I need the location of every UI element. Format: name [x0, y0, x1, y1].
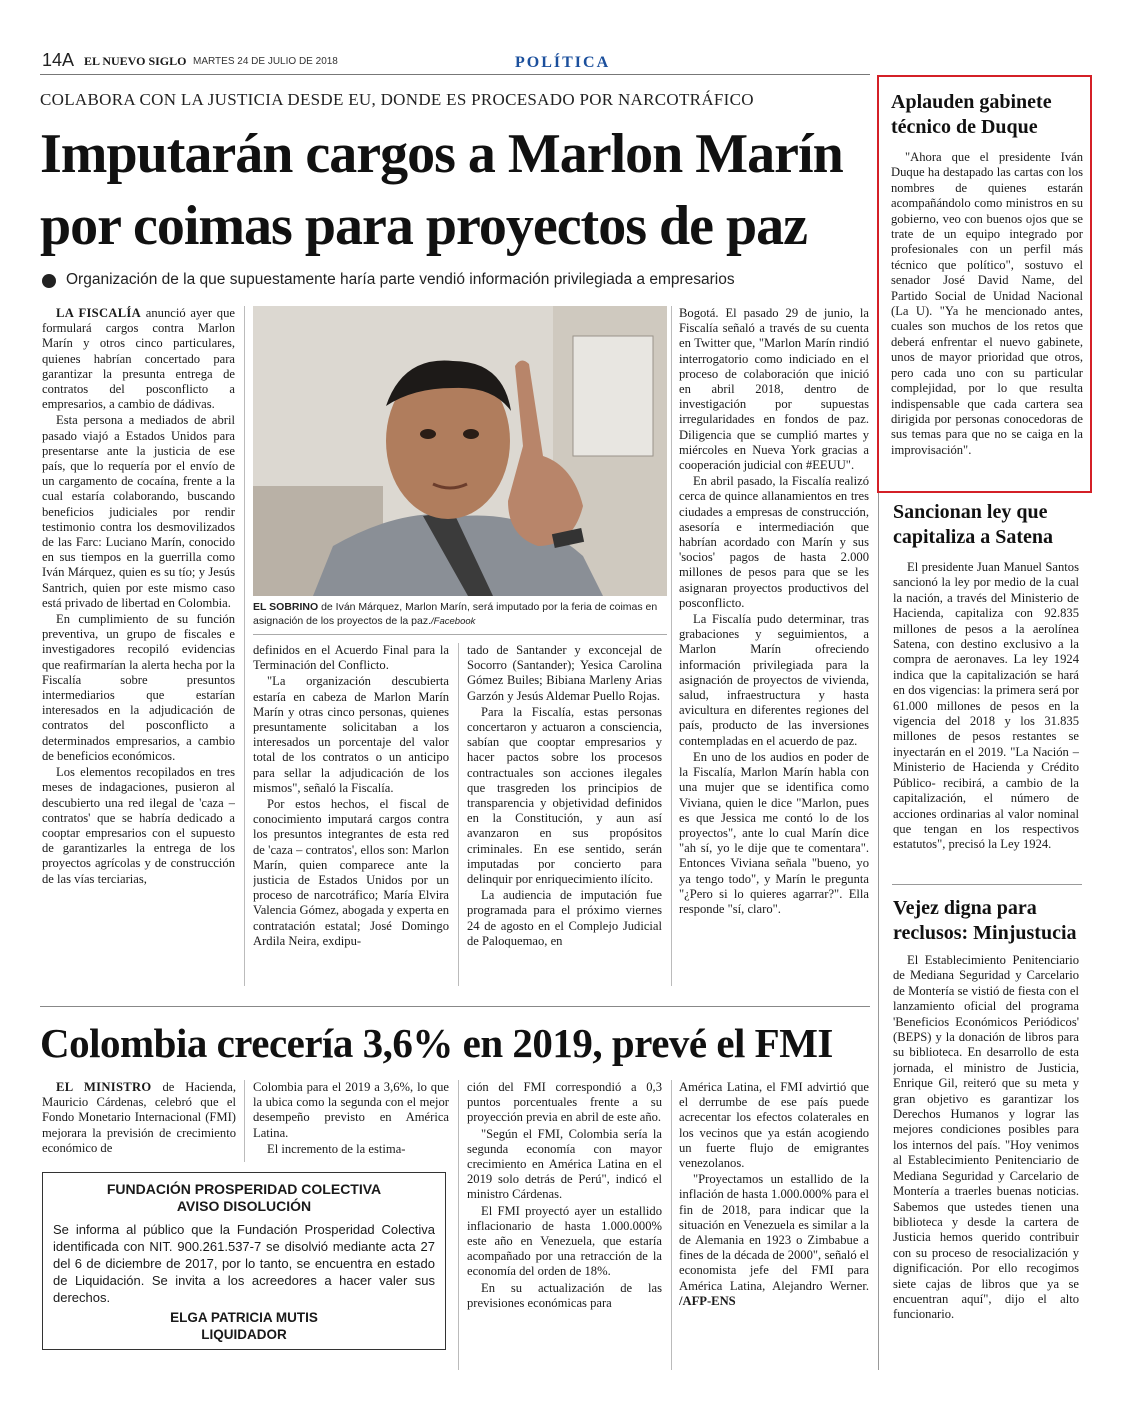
paragraph: Para la Fiscalía, estas personas concertaron y actuaron a consciencia, sabían que cooptar empresarios y hacer pactos sobre los procesos contractuales son acciones ilegales que trasgreden los principios de transparencia y objetividad definidos en la Constitución, y aun así avanzaron en sus propósitos criminales. En ese sentido, serán imputadas por concierto para delinquir por enriquecimiento ilícito. [467, 704, 662, 887]
main-col-4 [679, 306, 869, 986]
column-rule [458, 1080, 459, 1370]
paragraph: Esta persona a mediados de abril pasado viajó a Estados Unidos para presentarse ante la justicia de ese país, que lo requería por el envío de un cargamento de cocaína, frente a la cual estaría colaborando, buscando beneficios judiciales por rendir testimonio contra los desmovilizados de las Farc: Luciano Marín, conocido en sus tiempos en la guerrilla como Iván Márquez, quien es su tío; y Jesús Santrich, quien por este mismo caso está privado de libertad en Colombia. [42, 413, 235, 610]
sidebar-title-3: Vejez digna para reclusos: Minjustucia [893, 897, 1077, 944]
sidebar-title-1: Aplauden gabinete técnico de Duque [891, 91, 1052, 138]
sidebar-text-3: El Establecimiento Penitenciario de Mediana Seguridad y Carcelario de Montería se vistió de fiesta con el lanzamiento oficial del programa 'Beneficios Económicos Periódicos' (BEPS) y la donación de libros para su biblioteca. En desarrollo de esta jornada, el ministro de Justicia, Enrique Gil, reiteró que su meta y gran objetivo es garantizar los Derechos Humanos y lograr las mejores condiciones posibles para los internos del país. "Hoy venimos al Establecimiento Penitenciario de Mediana Seguridad y Carcelario de Montería a traerles buenas noticias. Sabemos que ustedes tienen una biblioteca y desde la cartera de Justicia hemos querido contribuir con su proceso de resocialización y dignificación. Por ello recogimos siete cajas de libros que ya se encuentran aquí", dijo el alto funcionario. [893, 953, 1079, 1322]
page-number: 14A [42, 50, 75, 70]
paper-name: EL NUEVO SIGLO [84, 54, 187, 68]
paragraph: El FMI proyectó ayer un estallido inflacionario de hasta 1.000.000% este año en Venezuela, que estaría acompañado por una retracción de la economía del orden de 18%. [467, 1203, 662, 1279]
notice-role: LIQUIDADOR [201, 1327, 287, 1342]
paragraph: La audiencia de imputación fue programada para el próximo viernes 24 de agosto en el Complejo Judicial de Paloquemao, en [467, 888, 662, 948]
lead-word: LA FISCALÍA [56, 306, 142, 320]
paragraph: tado de Santander y exconcejal de Socorro (Santander); Yesica Carolina Gómez Builes; Bibiana Marleny Arias Garzón y Jesús Aldemar Puello Rojas. [467, 643, 662, 703]
paragraph: Bogotá. El pasado 29 de junio, la Fiscalía señaló a través de su cuenta en Twitter que, "Marlon Marín rindió interrogatorio como indiciado en el proceso de colaboración que inició en abril 2018, dentro de investigación por supuestas irregularidades en fondos de paz. Diligencia que se cumplió martes y miércoles en Nueva York gracias a cooperación judicial con #EEUU". [679, 306, 869, 473]
fmi-col-2 [253, 1080, 449, 1162]
caption-text: de Iván Márquez, Marlon Marín, será imputado por la feria de coimas en asignación de los proyectos de la paz. [253, 601, 658, 627]
column-rule [458, 643, 459, 986]
marlon-marin-photo [253, 306, 667, 596]
paragraph: Por estos hechos, el fiscal de conocimiento imputará cargos contra los presuntos integrantes de esta red de 'caza – contratos', ellos son: Marlon Marín, quien comparece ante la justicia de Estados Unidos por un proceso de narcotráfico; María Elvira Valencia Gómez, abogada y experta en contratación estatal; José Domingo Ardila Neira, exdipu- [253, 797, 449, 948]
header-rule [40, 74, 870, 75]
paragraph: ción del FMI correspondió a 0,3 puntos porcentuales frente a su proyección previa en abril de este año. [467, 1080, 662, 1125]
paragraph: Los elementos recopilados en tres meses de indagaciones, pusieron al descubierto una red ilegal de 'caza – contratos' que se habría dedicado a cooptar empresarios con el supuesto de garantizarles la entrega de los proyectos agrícolas y de construcción de las vías terciarias, [42, 765, 235, 886]
fmi-col-3 [467, 1080, 662, 1370]
credit: /AFP-ENS [679, 1293, 736, 1308]
notice-text: Se informa al público que la Fundación Prosperidad Colectiva identificada con NIT. 900.261.537-7 se disolvió mediante acta 27 del 6 de diciembre de 2017, por lo tanto, se encuentra en estado de Liquidación. Se invita a los acreedores a hacer valer sus derechos. [53, 1222, 435, 1305]
photo-credit: /Facebook [431, 615, 476, 627]
paragraph-text: "Proyectamos un estallido de la inflación de hasta 1.000.000% para el fin de 2018, para indicar que la situación en Venezuela es similar a la de Alemania en 1923 o Zimbabue a fines de la década de 2000", señaló el economista jefe del FMI para América Latina, Alejandro Werner. [679, 1172, 869, 1293]
column-rule [244, 306, 245, 986]
column-rule [671, 1080, 672, 1370]
fmi-headline: Colombia crecería 3,6% en 2019, prevé el FMI [40, 1020, 833, 1066]
column-rule [244, 1080, 245, 1162]
paragraph: América Latina, el FMI advirtió que el derrumbe de ese país puede acrecentar los efectos colaterales en los vecinos que ya están acogiendo un fuerte flujo de emigrantes venezolanos. [679, 1080, 869, 1171]
paragraph: En uno de los audios en poder de la Fiscalía, Marlon Marín habla con una mujer que se identifica como Viviana, quien le dice "Marlon, pues es que Jessica me contó lo de los proyectos", ante lo cual Marín dice "ah sí, yo le dije que te comentara". Entonces Viviana señala "bueno, yo ya tengo todo", y Marín le pregunta "¿Pero si lo quieres agarrar?". Ella responde "sí, claro". [679, 749, 869, 916]
photo-caption [253, 601, 667, 628]
caption-lead: EL SOBRINO [253, 601, 319, 613]
main-col-3 [467, 643, 662, 986]
paragraph: La Fiscalía pudo determinar, tras grabaciones y seguimientos, a Marlon Marín ofreciendo información privilegiada para la asignación de proyectos de vivienda, salud, infraestructura y hasta avicultura en diferentes regiones del país, producto de las inversiones contempladas en el acuerdo de paz. [679, 612, 869, 748]
bullet-circle-icon [42, 274, 56, 288]
sidebar-divider [892, 884, 1082, 885]
sidebar-text-1: "Ahora que el presidente Iván Duque ha destapado las cartas con los nombres de quienes estarán acompañándolo como ministros en su gobierno, veo con buenos ojos que se trate de un equipo integrado por profesionales con un perfil más técnico que político", sostuvo el senador José David Name, del Partido Social de Unidad Nacional (La U). "Ya he mencionado antes, cuales son muchos de los retos que deberá enfrentar el nuevo gabinete, unos de mayor prioridad que otros, pero cada uno con su particular complejidad, por lo que resulta indispensable que cada cartera sea dirigida por personas conocedoras de sus temas para que no se caiga en la improvisación". [891, 150, 1083, 457]
subhead: Organización de la que supuestamente haría parte vendió información privilegiada a empresarios [66, 271, 735, 288]
sidebar-text-2: El presidente Juan Manuel Santos sancionó la ley por medio de la cual la nación, a través del Ministerio de Hacienda, capitaliza con 92.835 millones de pesos a la aerolínea Satena, con destino exclusivo a la compra de aeronaves. La ley 1924 indica que la capitalización se hará en dos vigencias: la primera será por 61.000 millones de pesos en la vigencia del 2018 y los 31.835 millones de pesos restantes se inyectarán en el 2019. "La Nación –Ministerio de Hacienda y Crédito Público- recibirá, a cambio de la capitalización, el número de acciones ordinarias al valor nominal que tengan en los respectivos estatutos", precisó la Ley 1924. [893, 560, 1079, 852]
fmi-col-1 [42, 1080, 236, 1160]
paragraph: En cumplimiento de su función preventiva, un grupo de fiscales e investigadores recopiló evidencias que reafirmarían la alerta hecha por la Fiscalía sobre presuntos intermediarios que estarían interesados en la adjudicación de contratos del posconflicto a determinados empresarios, a cambio de beneficios económicos. [42, 612, 235, 763]
sidebar-title-2: Sancionan ley que capitaliza a Satena [893, 501, 1053, 548]
issue-date: MARTES 24 DE JULIO DE 2018 [193, 56, 338, 67]
notice-signer: ELGA PATRICIA MUTIS [170, 1310, 318, 1325]
paragraph: El incremento de la estima- [267, 1141, 406, 1156]
main-headline-line1: Imputarán cargos a Marlon Marín [40, 123, 843, 185]
column-rule [671, 306, 672, 986]
notice-title: FUNDACIÓN PROSPERIDAD COLECTIVA [106, 1181, 382, 1197]
paragraph: Colombia para el 2019 a 3,6%, lo que la ubica como la segunda con el mejor desempeño previsto en América Latina. [253, 1080, 449, 1140]
paragraph: En abril pasado, la Fiscalía realizó cerca de quince allanamientos en tres ciudades a empresas de construcción, asesoría e intermediación que habrían acordado con Marín y sus 'socios' pagos de hasta 2.000 millones de pesos para que se les asignaran proyectos productivos del posconflicto. [679, 474, 869, 610]
notice-subtitle: AVISO DISOLUCIÓN [176, 1198, 312, 1214]
legal-notice-box [42, 1172, 446, 1350]
paragraph: "Según el FMI, Colombia sería la segunda economía con mayor crecimiento en América Latina en el 2019 solo detrás de Perú", indicó el ministro Cárdenas. [467, 1126, 662, 1202]
section-name: POLÍTICA [515, 54, 611, 71]
paragraph: "La organización descubierta estaría en cabeza de Marlon Marín Marín y otras cinco personas, quienes presuntamente solicitaban a los interesados un porcentaje del valor total de los contratos o un anticipo para sellar la adjudicación de los mismos", señaló la Fiscalía. [253, 674, 449, 795]
kicker: COLABORA CON LA JUSTICIA DESDE EU, DONDE ES PROCESADO POR NARCOTRÁFICO [40, 90, 754, 109]
fmi-col-4 [679, 1080, 869, 1370]
main-col-2 [253, 643, 449, 986]
paragraph: de Hacienda, Mauricio Cárdenas, celebró que el Fondo Monetario Internacional (FMI) mejorara la previsión de crecimiento económico de [42, 1080, 236, 1155]
main-headline-line2: por coimas para proyectos de paz [40, 195, 807, 257]
paragraph: definidos en el Acuerdo Final para la Terminación del Conflicto. [253, 643, 449, 673]
paragraph [679, 1172, 869, 1309]
story-divider [40, 1006, 870, 1007]
paragraph: anunció ayer que formulará cargos contra Marlon Marín y otros cinco particulares, quienes habrían concertado para garantizar la presunta entrega de contratos del posconflicto a empresarios, a cambio de dádivas. [42, 306, 235, 412]
lead-word: EL MINISTRO [56, 1080, 152, 1094]
caption-rule [253, 634, 667, 635]
main-col-1 [42, 306, 235, 992]
paragraph: En su actualización de las previsiones económicas para [467, 1280, 662, 1310]
